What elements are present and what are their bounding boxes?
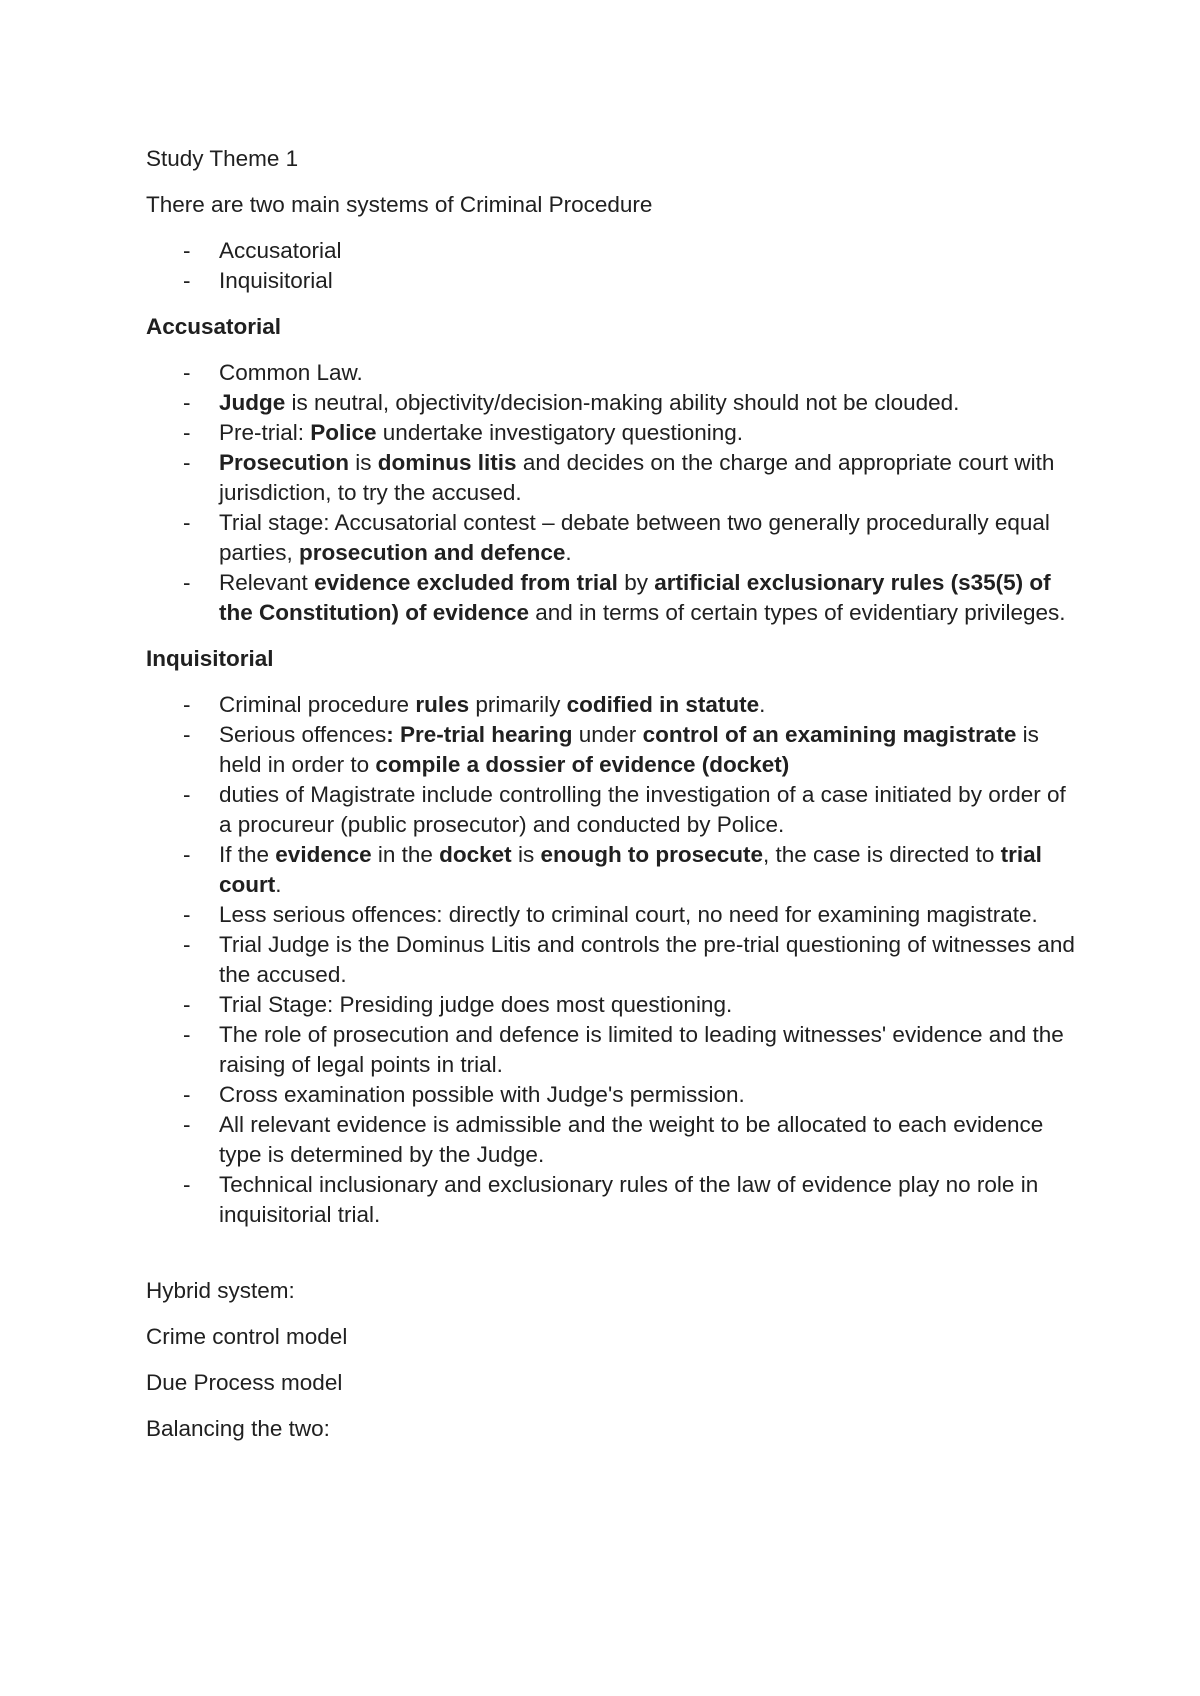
bold-text: prosecution and defence <box>299 540 566 565</box>
list-item-text <box>219 692 765 717</box>
bold-text: Police <box>310 420 377 445</box>
balancing-line: Balancing the two: <box>146 1416 330 1441</box>
text-run: primarily <box>469 692 567 717</box>
document-page <box>146 144 1076 1460</box>
list-item-text: Accusatorial <box>219 238 342 263</box>
dash-bullet: - <box>183 360 191 385</box>
list-item <box>146 388 1076 418</box>
list-item-text <box>219 932 1075 987</box>
dash-bullet: - <box>183 1172 191 1197</box>
list-item-text <box>219 510 1050 565</box>
bold-text: codified in statute <box>566 692 760 717</box>
text-run: , the case is directed to <box>762 842 1001 867</box>
text-run: Trial Stage: Presiding judge does most questioning. <box>219 992 733 1017</box>
text-run: . <box>759 692 766 717</box>
bold-text: Prosecution <box>219 450 350 475</box>
text-run: under <box>572 722 643 747</box>
text-run: Common Law. <box>219 360 363 385</box>
list-item <box>146 990 1076 1020</box>
systems-list <box>146 236 1076 296</box>
dash-bullet: - <box>183 1082 191 1107</box>
text-run: duties of Magistrate include controlling the investigation of a case initiated by order of a procureur (public prosecutor) and conducted by Police. <box>219 782 1066 837</box>
text-run: The role of prosecution and defence is limited to leading witnesses' evidence and the raising of legal points in trial. <box>219 1022 1064 1077</box>
list-item-text <box>219 390 959 415</box>
text-run: in the <box>371 842 440 867</box>
dash-bullet: - <box>183 390 191 415</box>
list-item <box>146 900 1076 930</box>
bold-text: : Pre-trial hearing <box>386 722 573 747</box>
list-item-text <box>219 1172 1038 1227</box>
bold-text: compile a dossier of evidence (docket) <box>375 752 790 777</box>
list-item-text <box>219 902 1038 927</box>
text-run: . <box>275 872 282 897</box>
dash-bullet: - <box>183 570 191 595</box>
list-item <box>146 840 1076 900</box>
list-item-text <box>219 992 732 1017</box>
list-item-text <box>219 722 1039 777</box>
list-item <box>146 236 1076 266</box>
text-run: Trial stage: Accusatorial contest – debate between two generally procedurally equal parties, <box>219 510 1050 565</box>
bold-text: artificial exclusionary rules (s35(5) of the Constitution) of evidence <box>219 570 1051 625</box>
text-run: Cross examination possible with Judge's permission. <box>219 1082 745 1107</box>
text-run: Pre-trial: <box>219 420 311 445</box>
crime-control-line: Crime control model <box>146 1324 348 1349</box>
list-item-text <box>219 570 1066 625</box>
dash-bullet: - <box>183 238 191 263</box>
dash-bullet: - <box>183 1112 191 1137</box>
list-item <box>146 690 1076 720</box>
dash-bullet: - <box>183 268 191 293</box>
list-item-text <box>219 842 1042 897</box>
dash-bullet: - <box>183 510 191 535</box>
bold-text: docket <box>439 842 512 867</box>
list-item <box>146 418 1076 448</box>
list-item <box>146 448 1076 508</box>
text-run: undertake investigatory questioning. <box>376 420 744 445</box>
list-item-text: Inquisitorial <box>219 268 333 293</box>
dash-bullet: - <box>183 842 191 867</box>
bold-text: enough to prosecute <box>540 842 763 867</box>
dash-bullet: - <box>183 692 191 717</box>
list-item-text <box>219 1022 1064 1077</box>
list-item <box>146 568 1076 628</box>
list-item <box>146 930 1076 990</box>
bold-text: evidence <box>275 842 372 867</box>
text-run: and decides on the charge and appropriate court with jurisdiction, to try the accused. <box>219 450 1055 505</box>
text-run: is <box>511 842 541 867</box>
list-item <box>146 266 1076 296</box>
list-item-text <box>219 1112 1043 1167</box>
list-item <box>146 1020 1076 1080</box>
bold-text: trial court <box>219 842 1042 897</box>
bold-text: evidence excluded from trial <box>314 570 618 595</box>
document-title: Study Theme 1 <box>146 146 299 171</box>
bold-text: rules <box>415 692 470 717</box>
text-run: All relevant evidence is admissible and the weight to be allocated to each evidence type is determined by the Judge. <box>219 1112 1044 1167</box>
hybrid-system-line: Hybrid system: <box>146 1278 295 1303</box>
section-heading-accusatorial: Accusatorial <box>146 314 282 339</box>
text-run: is <box>349 450 378 475</box>
text-run: If the <box>219 842 276 867</box>
list-item-text <box>219 450 1054 505</box>
list-item-text <box>219 1082 745 1107</box>
text-run: Technical inclusionary and exclusionary rules of the law of evidence play no role in inquisitorial trial. <box>219 1172 1039 1227</box>
text-run: Criminal procedure <box>219 692 416 717</box>
inquisitorial-list <box>146 690 1076 1230</box>
list-item <box>146 508 1076 568</box>
dash-bullet: - <box>183 992 191 1017</box>
text-run: Relevant <box>219 570 315 595</box>
dash-bullet: - <box>183 782 191 807</box>
accusatorial-list <box>146 358 1076 628</box>
list-item <box>146 1080 1076 1110</box>
text-run: Trial Judge is the Dominus Litis and controls the pre-trial questioning of witnesses and the accused. <box>219 932 1075 987</box>
dash-bullet: - <box>183 450 191 475</box>
list-item-text <box>219 782 1066 837</box>
list-item <box>146 358 1076 388</box>
text-run: and in terms of certain types of evidentiary privileges. <box>529 600 1066 625</box>
list-item <box>146 1170 1076 1230</box>
bold-text: Judge <box>219 390 286 415</box>
bold-text: control of an examining magistrate <box>642 722 1017 747</box>
dash-bullet: - <box>183 932 191 957</box>
text-run: Serious offences <box>219 722 387 747</box>
section-heading-inquisitorial: Inquisitorial <box>146 646 274 671</box>
text-run: is held in order to <box>219 722 1039 777</box>
intro-paragraph: There are two main systems of Criminal Procedure <box>146 192 653 217</box>
dash-bullet: - <box>183 1022 191 1047</box>
list-item-text <box>219 420 743 445</box>
list-item <box>146 780 1076 840</box>
dash-bullet: - <box>183 902 191 927</box>
list-item-text <box>219 360 363 385</box>
text-run: by <box>617 570 655 595</box>
text-run: Less serious offences: directly to criminal court, no need for examining magistrate. <box>219 902 1038 927</box>
due-process-line: Due Process model <box>146 1370 343 1395</box>
bold-text: dominus litis <box>377 450 517 475</box>
list-item <box>146 720 1076 780</box>
text-run: . <box>565 540 572 565</box>
list-item <box>146 1110 1076 1170</box>
dash-bullet: - <box>183 420 191 445</box>
dash-bullet: - <box>183 722 191 747</box>
text-run: is neutral, objectivity/decision-making ability should not be clouded. <box>285 390 960 415</box>
